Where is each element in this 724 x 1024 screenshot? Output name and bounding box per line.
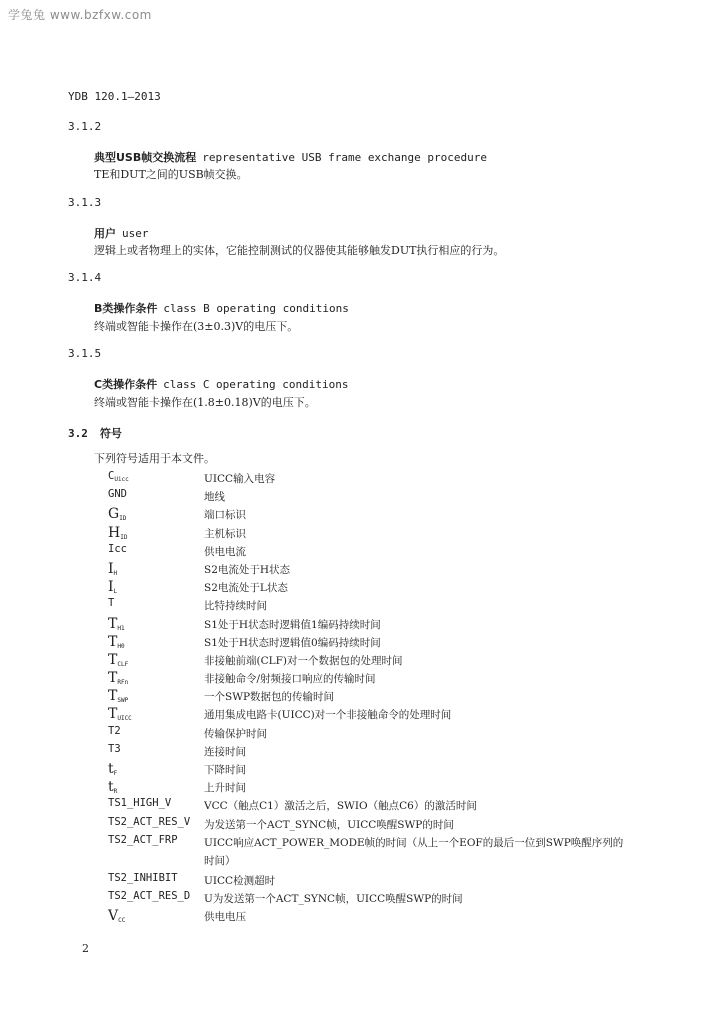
symbol-meaning: 通用集成电路卡(UICC)对一个非接触命令的处理时间 — [204, 709, 452, 722]
symbol-subscript: F — [113, 770, 118, 777]
symbol-meaning: S1处于H状态时逻辑值1编码持续时间 — [204, 618, 381, 631]
symbol — [108, 670, 128, 686]
symbol-subscript: SWP — [117, 697, 129, 705]
symbol — [108, 652, 128, 668]
symbol-main: TS1_HIGH_V — [108, 797, 172, 810]
symbol-main: I — [108, 579, 114, 596]
term-chinese: 用户 — [94, 227, 116, 240]
symbol-row — [108, 561, 628, 579]
symbol-row — [108, 779, 628, 797]
symbol-subscript: H1 — [117, 624, 125, 632]
term-english: class B operating conditions — [163, 302, 349, 315]
term-chinese: B类操作条件 — [94, 302, 158, 315]
symbol-subscript: L — [113, 588, 118, 596]
symbol-row — [108, 616, 628, 634]
symbol-meaning: U为发送第一个ACT_SYNC帧，UICC唤醒SWP的时间 — [204, 892, 463, 905]
entry-number: 3.1.3 — [68, 196, 102, 209]
symbol-main: C — [108, 470, 115, 482]
symbol-main: T2 — [108, 724, 121, 737]
entry-definition: 终端或智能卡操作在(3±0.3)V的电压下。 — [94, 320, 299, 333]
term-english: user — [122, 227, 149, 240]
symbol-row — [108, 816, 628, 834]
section-number: 3.2 — [68, 427, 88, 440]
symbol-main: T — [108, 651, 118, 668]
symbol — [108, 616, 125, 632]
symbol-row — [108, 890, 628, 908]
symbol — [108, 543, 127, 555]
symbol-row — [108, 488, 628, 506]
watermark: 学兔兔 www.bzfxw.com — [8, 8, 152, 22]
entry-number: 3.1.2 — [68, 120, 102, 133]
term-chinese: C类操作条件 — [94, 378, 158, 391]
symbol-row — [108, 872, 628, 890]
entry-number: 3.1.4 — [68, 271, 102, 284]
section-heading — [68, 425, 122, 441]
symbol-meaning: UICC输入电容 — [204, 473, 276, 485]
symbol-subscript: ID — [120, 533, 128, 541]
symbol-meaning: UICC响应ACT_POWER_MODE帧的时间（从上一个EOF的最后一位到SWP唤醒序列的时间） — [204, 836, 624, 867]
symbol-row — [108, 652, 628, 670]
symbol — [108, 890, 190, 902]
symbol-meaning: 一个SWP数据包的传输时间 — [204, 691, 335, 704]
symbol-meaning: 为发送第一个ACT_SYNC帧，UICC唤醒SWP的时间 — [204, 818, 454, 831]
entry-term — [94, 149, 487, 165]
symbol — [108, 561, 117, 577]
symbol — [108, 761, 117, 777]
section-title: 符号 — [99, 427, 122, 440]
symbol-row — [108, 597, 628, 615]
page-number: 2 — [82, 942, 89, 955]
symbol-main: Icc — [108, 542, 127, 555]
symbol-main: G — [108, 506, 120, 523]
symbol-subscript: RFn — [117, 679, 129, 687]
entry-term — [94, 225, 149, 241]
entry-term — [94, 376, 349, 392]
symbol-row — [108, 834, 628, 872]
entry-definition: 逻辑上或者物理上的实体，它能控制测试的仪器使其能够触发DUT执行相应的行为。 — [94, 244, 505, 257]
symbol — [108, 470, 129, 483]
symbol-row — [108, 908, 628, 926]
symbol — [108, 525, 127, 541]
symbol — [108, 488, 127, 500]
symbol-subscript: H — [113, 569, 118, 577]
symbol-main: TS2_INHIBIT — [108, 871, 178, 884]
symbol-main: T — [108, 633, 118, 650]
symbol-meaning: 主机标识 — [204, 527, 246, 540]
entry-number: 3.1.5 — [68, 347, 102, 360]
symbol-row — [108, 634, 628, 652]
symbol-row — [108, 525, 628, 543]
symbol — [108, 779, 117, 795]
symbol-subscript: CLF — [117, 660, 129, 668]
symbol-main: t — [108, 761, 114, 777]
symbol-meaning: 传输保护时间 — [204, 727, 267, 740]
symbol-row — [108, 743, 628, 761]
symbol-row — [108, 470, 628, 488]
entry-term — [94, 300, 349, 316]
symbol-main: T3 — [108, 742, 121, 755]
symbol-main: T — [108, 597, 115, 610]
symbol-subscript: CC — [118, 917, 126, 925]
symbol — [108, 706, 132, 722]
symbol-meaning: 端口标识 — [204, 509, 246, 522]
symbol-subscript: UICC — [117, 715, 132, 723]
symbol — [108, 743, 121, 755]
symbol-row — [108, 506, 628, 524]
symbol-main: t — [108, 779, 114, 796]
symbol-main: H — [108, 524, 121, 541]
symbol-meaning: 连接时间 — [204, 745, 246, 758]
symbol-meaning: 下降时间 — [204, 764, 246, 776]
symbol-subscript: ID — [119, 515, 127, 523]
section-intro: 下列符号适用于本文件。 — [94, 452, 215, 465]
symbol-row — [108, 670, 628, 688]
symbol-subscript: R — [113, 788, 118, 796]
symbol-main: TS2_ACT_RES_D — [108, 889, 191, 902]
symbol-row — [108, 761, 628, 779]
symbol-meaning: 供电电压 — [204, 911, 246, 924]
symbol-main: T — [108, 706, 118, 723]
symbol-subscript: H0 — [117, 642, 125, 650]
symbol — [108, 634, 125, 650]
symbol-table — [108, 470, 628, 926]
term-chinese: 典型USB帧交换流程 — [94, 151, 197, 164]
symbol-meaning: S2电流处于L状态 — [204, 582, 288, 595]
entry-definition: 终端或智能卡操作在(1.8±0.18)V的电压下。 — [94, 396, 316, 409]
symbol-meaning: S2电流处于H状态 — [204, 563, 291, 576]
symbol-row — [108, 797, 628, 815]
symbol — [108, 579, 117, 595]
symbol-subscript: Uicc — [114, 476, 129, 483]
term-english: class C operating conditions — [163, 378, 349, 391]
symbol-main: T — [108, 670, 118, 687]
symbol-row — [108, 688, 628, 706]
symbol-main: V — [108, 908, 119, 925]
symbol-row — [108, 579, 628, 597]
symbol-meaning: 比特持续时间 — [204, 600, 267, 613]
symbol-main: I — [108, 560, 114, 577]
symbol-meaning: VCC（触点C1）激活之后，SWIO（触点C6）的激活时间 — [204, 800, 477, 813]
symbol-row — [108, 706, 628, 724]
symbol — [108, 688, 128, 704]
symbol — [108, 797, 171, 809]
document-id: YDB 120.1—2013 — [68, 90, 161, 103]
symbol-meaning: 非接触前端(CLF)对一个数据包的处理时间 — [204, 654, 403, 667]
symbol-meaning: S1处于H状态时逻辑值0编码持续时间 — [204, 636, 381, 649]
symbol-meaning: 地线 — [204, 491, 225, 504]
symbol-row — [108, 725, 628, 743]
symbol — [108, 908, 125, 924]
symbol-meaning: 上升时间 — [204, 782, 246, 795]
entry-definition: TE和DUT之间的USB帧交换。 — [94, 168, 248, 181]
symbol-meaning: 非接触命令/射频接口响应的传输时间 — [204, 673, 376, 686]
symbol-main: TS2_ACT_RES_V — [108, 815, 191, 828]
symbol-main: T — [108, 615, 118, 632]
symbol-main: TS2_ACT_FRP — [108, 833, 178, 846]
symbol — [108, 816, 190, 828]
symbol-row — [108, 543, 628, 561]
symbol — [108, 725, 121, 737]
symbol — [108, 506, 126, 522]
symbol-main: GND — [108, 488, 127, 501]
symbol — [108, 834, 178, 846]
term-english: representative USB frame exchange procedure — [202, 151, 488, 164]
symbol — [108, 597, 114, 609]
symbol — [108, 872, 178, 884]
symbol-meaning: UICC检测超时 — [204, 874, 276, 887]
symbol-meaning: 供电电流 — [204, 545, 246, 558]
symbol-main: T — [108, 688, 118, 705]
